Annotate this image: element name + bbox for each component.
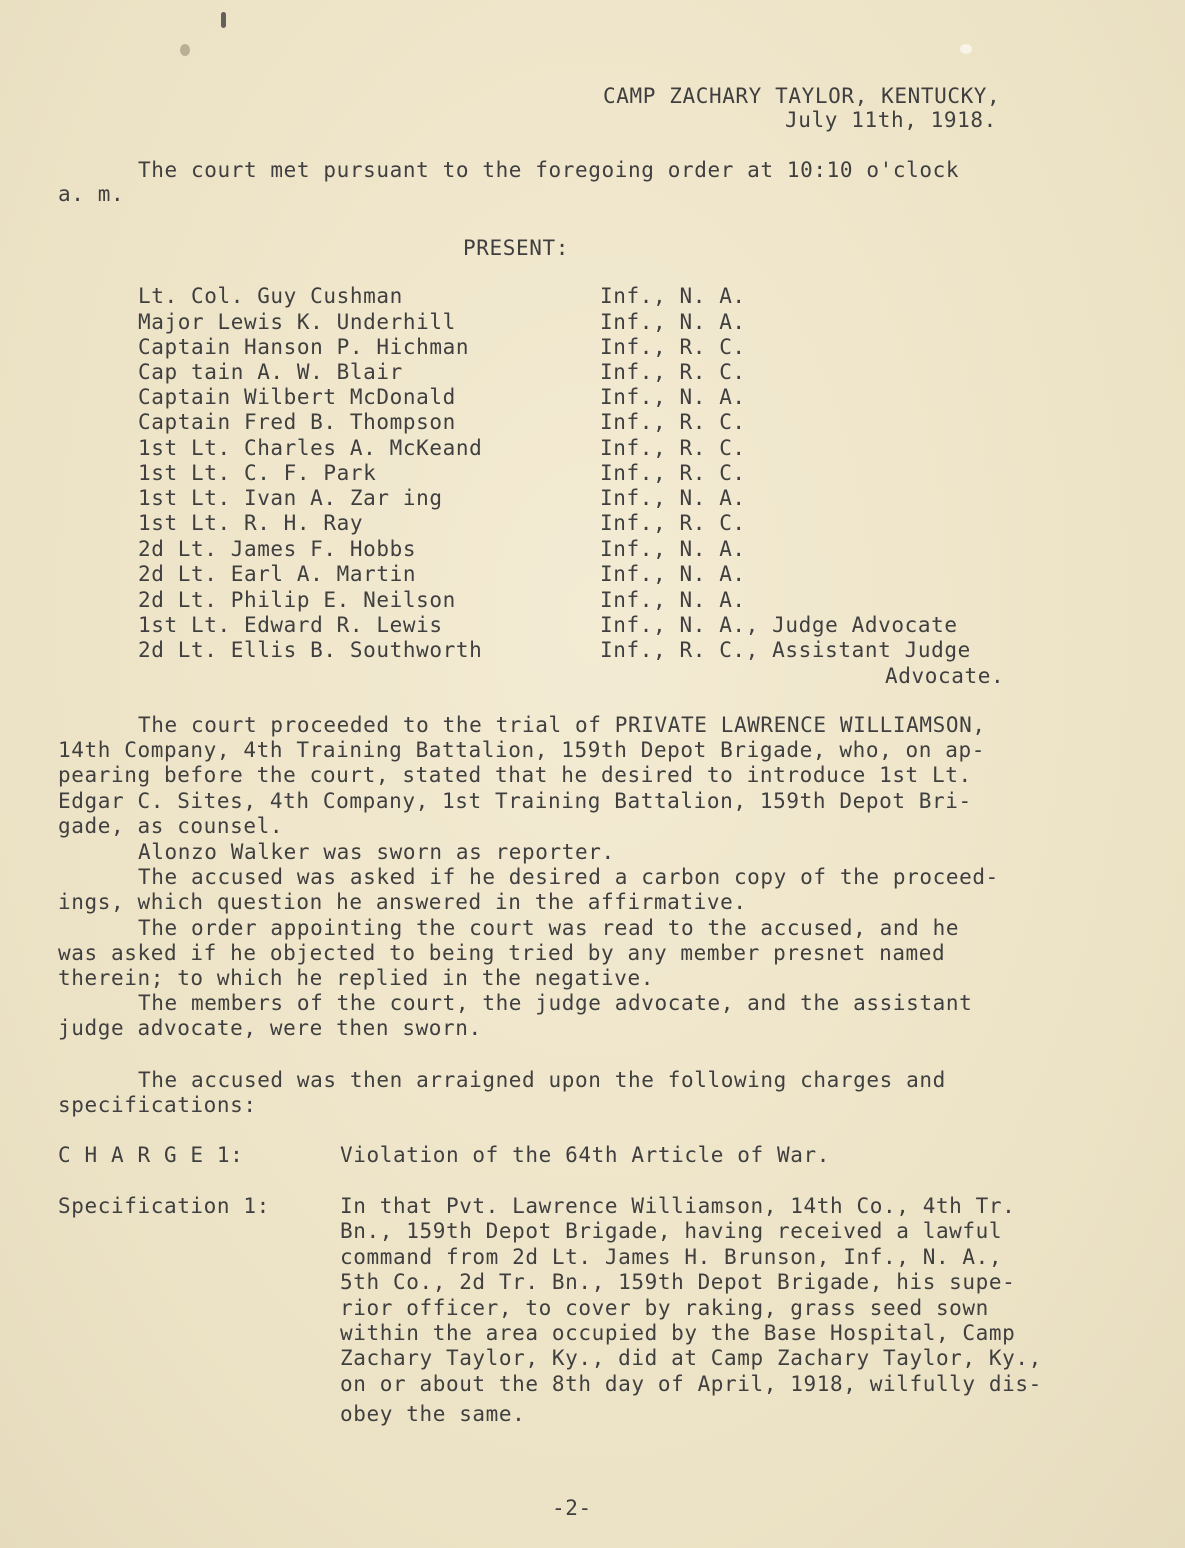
member-name: Captain Wilbert McDonald — [138, 385, 456, 409]
charge-text: Violation of the 64th Article of War. — [340, 1143, 830, 1167]
specification-line: In that Pvt. Lawrence Williamson, 14th Co., 4th Tr. — [340, 1194, 1016, 1218]
body-line: therein; to which he replied in the negative. — [58, 966, 654, 990]
member-name: 2d Lt. James F. Hobbs — [138, 537, 417, 561]
body-line: The accused was asked if he desired a carbon copy of the proceed- — [138, 865, 999, 889]
member-name: 1st Lt. Edward R. Lewis — [138, 613, 443, 637]
specification-line: Zachary Taylor, Ky., did at Camp Zachary Taylor, Ky., — [340, 1346, 1042, 1370]
header-date: July 11th, 1918. — [785, 108, 997, 132]
member-name: 1st Lt. Ivan A. Zar ing — [138, 486, 443, 510]
member-name: Cap tain A. W. Blair — [138, 360, 403, 384]
specification-line: rior officer, to cover by raking, grass seed sown — [340, 1296, 989, 1320]
body-line: gade, as counsel. — [58, 814, 284, 838]
member-unit: Inf., N. A. — [600, 588, 746, 612]
member-name: Captain Hanson P. Hichman — [138, 335, 470, 359]
header-place: CAMP ZACHARY TAYLOR, KENTUCKY, — [603, 84, 1001, 108]
body-line: Edgar C. Sites, 4th Company, 1st Training Battalion, 159th Depot Bri- — [58, 789, 972, 813]
member-name: Major Lewis K. Underhill — [138, 310, 456, 334]
member-name: 2d Lt. Ellis B. Southworth — [138, 638, 483, 662]
present-heading: PRESENT: — [463, 236, 569, 260]
body-line: The order appointing the court was read to the accused, and he — [138, 916, 960, 940]
arraign-line: specifications: — [58, 1093, 257, 1117]
member-unit: Inf., R. C. — [600, 410, 746, 434]
member-unit: Inf., N. A. — [600, 284, 746, 308]
member-unit: Inf., N. A. — [600, 385, 746, 409]
specification-line: within the area occupied by the Base Hospital, Camp — [340, 1321, 1016, 1345]
body-line: judge advocate, were then sworn. — [58, 1016, 482, 1040]
body-line: The members of the court, the judge advocate, and the assistant — [138, 991, 973, 1015]
body-line: was asked if he objected to being tried by any member presnet named — [58, 941, 946, 965]
ink-speck — [221, 12, 226, 28]
body-line: The court proceeded to the trial of PRIVATE LAWRENCE WILLIAMSON, — [138, 713, 986, 737]
member-unit: Inf., R. C., Assistant Judge — [600, 638, 971, 662]
specification-line: obey the same. — [340, 1402, 526, 1426]
member-unit: Inf., N. A., Judge Advocate — [600, 613, 958, 637]
member-unit-continuation: Advocate. — [885, 664, 1005, 688]
member-unit: Inf., R. C. — [600, 436, 746, 460]
member-name: 2d Lt. Earl A. Martin — [138, 562, 417, 586]
specification-line: command from 2d Lt. James H. Brunson, Inf., N. A., — [340, 1245, 1003, 1269]
member-unit: Inf., R. C. — [600, 360, 746, 384]
body-line: pearing before the court, stated that he desired to introduce 1st Lt. — [58, 763, 972, 787]
member-unit: Inf., R. C. — [600, 511, 746, 535]
charge-label: C H A R G E 1: — [58, 1143, 244, 1167]
member-name: Lt. Col. Guy Cushman — [138, 284, 403, 308]
ink-speck — [180, 44, 190, 56]
specification-line: Bn., 159th Depot Brigade, having received a lawful — [340, 1219, 1003, 1243]
member-unit: Inf., R. C. — [600, 335, 746, 359]
member-unit: Inf., N. A. — [600, 310, 746, 334]
arraign-line: The accused was then arraigned upon the following charges and — [138, 1068, 946, 1092]
body-line: ings, which question he answered in the affirmative. — [58, 890, 747, 914]
member-unit: Inf., N. A. — [600, 562, 746, 586]
member-name: 1st Lt. C. F. Park — [138, 461, 377, 485]
opening-line-1: The court met pursuant to the foregoing order at 10:10 o'clock — [138, 158, 960, 182]
page-number: -2- — [552, 1496, 592, 1520]
specification-line: 5th Co., 2d Tr. Bn., 159th Depot Brigade, his supe- — [340, 1270, 1016, 1294]
body-line: 14th Company, 4th Training Battalion, 159th Depot Brigade, who, on ap- — [58, 738, 986, 762]
ink-speck — [960, 44, 972, 54]
member-name: 1st Lt. Charles A. McKeand — [138, 436, 483, 460]
specification-line: on or about the 8th day of April, 1918, wilfully dis- — [340, 1372, 1042, 1396]
member-unit: Inf., R. C. — [600, 461, 746, 485]
member-name: 1st Lt. R. H. Ray — [138, 511, 364, 535]
body-line: Alonzo Walker was sworn as reporter. — [138, 840, 615, 864]
member-name: 2d Lt. Philip E. Neilson — [138, 588, 456, 612]
specification-label: Specification 1: — [58, 1194, 270, 1218]
member-unit: Inf., N. A. — [600, 486, 746, 510]
opening-line-2: a. m. — [58, 182, 125, 206]
member-name: Captain Fred B. Thompson — [138, 410, 456, 434]
member-unit: Inf., N. A. — [600, 537, 746, 561]
